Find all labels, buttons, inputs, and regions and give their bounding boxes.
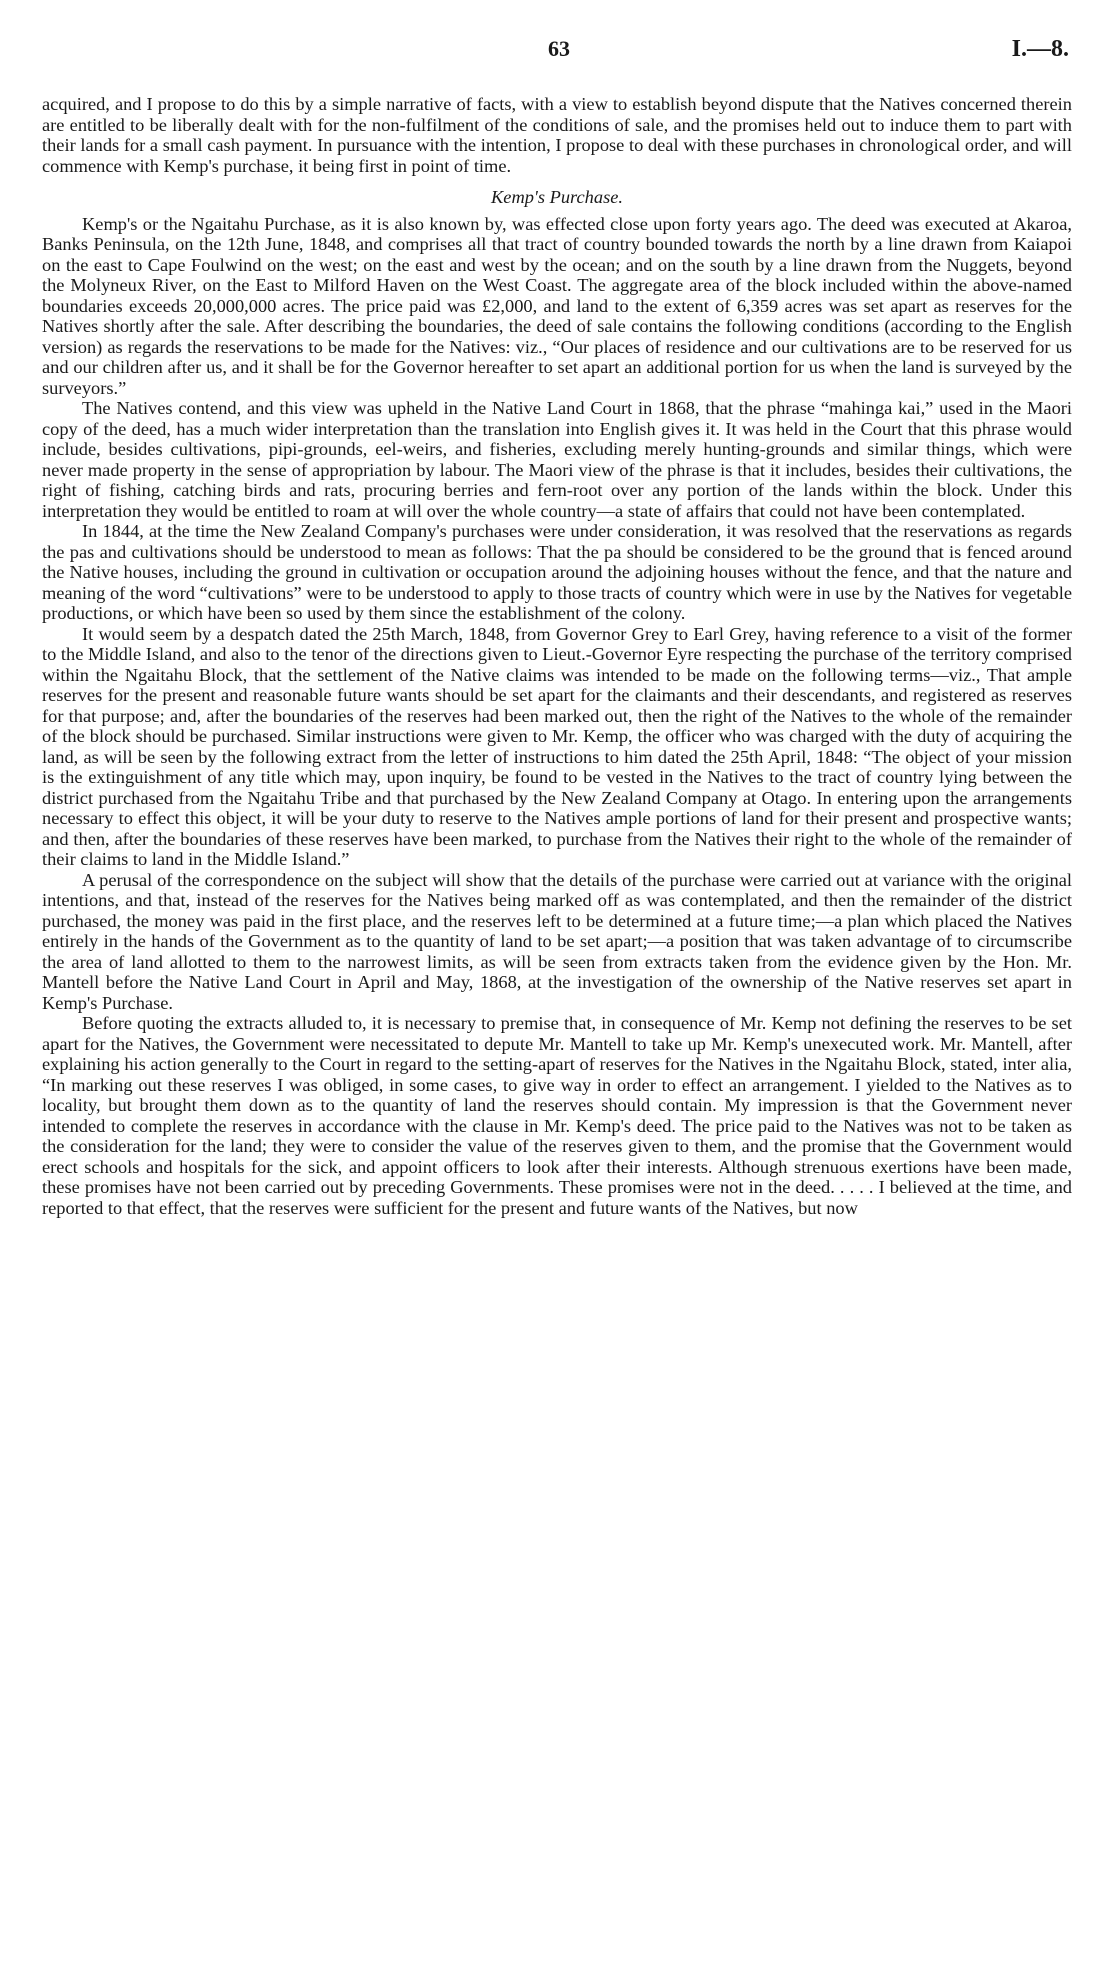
body-text [42,94,1072,1218]
page-header [0,36,1114,66]
paragraph: It would seem by a despatch dated the 25th March, 1848, from Governor Grey to Earl Grey, having reference to a visit of the former to the Middle Island, and also to the tenor of the directions given to Lieut.-Governor Eyre respecting the purchase of the territory comprised within the Ngaitahu Block, that the settlement of the Native claims was intended to be made on the following terms—viz., That ample reserves for the present and reasonable future wants should be set apart for the claimants and their descendants, and registered as reserves for that purpose; and, after the boundaries of the reserves had been marked out, then the right of the Natives to the whole of the remainder of the block should be purchased. Similar instructions were given to Mr. Kemp, the officer who was charged with the duty of acquiring the land, as will be seen by the following extract from the letter of instructions to him dated the 25th April, 1848: “The object of your mission is the extinguishment of any title which may, upon inquiry, be found to be vested in the Natives to the tract of country lying between the district purchased from the Ngaitahu Tribe and that purchased by the New Zealand Company at Otago. In entering upon the arrangements necessary to effect this object, it will be your duty to reserve to the Natives ample portions of land for their present and prospective wants; and then, after the boundaries of these reserves have been marked, to purchase from the Natives their right to the whole of the remainder of their claims to land in the Middle Island.” [42,623,1072,869]
paragraph: Before quoting the extracts alluded to, it is necessary to premise that, in consequence of Mr. Kemp not defining the reserves to be set apart for the Natives, the Government were necessitated to depute Mr. Mantell to take up Mr. Kemp's unexecuted work. Mr. Mantell, after explaining his action generally to the Court in regard to the setting-apart of reserves for the Natives in the Ngaitahu Block, stated, inter alia, “In marking out these reserves I was obliged, in some cases, to give way in order to effect an arrangement. I yielded to the Natives as to locality, but brought them down as to the quantity of land the reserves should contain. My impression is that the Government never intended to complete the reserves in accordance with the clause in Mr. Kemp's deed. The price paid to the Natives was not to be taken as the consideration for the land; they were to consider the value of the reserves given to them, and the promise that the Government would erect schools and hospitals for the sick, and appoint officers to look after their interests. Although strenuous exertions have been made, these promises have not been carried out by preceding Governments. These promises were not in the deed. . . . . I believed at the time, and reported to that effect, that the reserves were sufficient for the present and future wants of the Natives, but now [42,1013,1072,1218]
paragraph: The Natives contend, and this view was upheld in the Native Land Court in 1868, that the phrase “mahinga kai,” used in the Maori copy of the deed, has a much wider interpretation than the translation into English gives it. It was held in the Court that this phrase would include, besides cultivations, pipi-grounds, eel-weirs, and fisheries, excluding merely hunting-grounds and similar things, which were never made property in the sense of appropriation by labour. The Maori view of the phrase is that it includes, besides their cultivations, the right of fishing, catching birds and rats, procuring berries and fern-root over any portion of the lands within the block. Under this interpretation they would be entitled to roam at will over the whole country—a state of affairs that could not have been contemplated. [42,398,1072,521]
page-number: 63 [548,36,570,61]
paragraph: In 1844, at the time the New Zealand Company's purchases were under consideration, it was resolved that the reservations as regards the pas and cultivations should be understood to mean as follows: That the pa should be considered to be the ground that is fenced around the Native houses, including the ground in cultivation or occupation around the adjoining houses without the fence, and that the nature and meaning of the word “cultivations” were to be understood to apply to those tracts of country which were in use by the Natives for vegetable productions, or which have been so used by them since the establishment of the colony. [42,521,1072,623]
paragraph: Kemp's or the Ngaitahu Purchase, as it is also known by, was effected close upon forty years ago. The deed was executed at Akaroa, Banks Peninsula, on the 12th June, 1848, and comprises all that tract of country bounded towards the north by a line drawn from Kaiapoi on the east to Cape Foulwind on the west; on the east and west by the ocean; and on the south by a line drawn from the Nuggets, beyond the Molyneux River, on the East to Milford Haven on the West Coast. The aggregate area of the block included within the above-named boundaries exceeds 20,000,000 acres. The price paid was £2,000, and land to the extent of 6,359 acres was set apart as reserves for the Natives shortly after the sale. After describing the boundaries, the deed of sale contains the following conditions (according to the English version) as regards the reservations to be made for the Natives: viz., “Our places of residence and our cultivations are to be reserved for us and our children after us, and it shall be for the Governor hereafter to set apart an additional portion for us when the land is surveyed by the surveyors.” [42,213,1072,398]
paragraph: A perusal of the correspondence on the subject will show that the details of the purchase were carried out at variance with the original intentions, and that, instead of the reserves for the Natives being marked off as was contemplated, and then the remainder of the district purchased, the money was paid in the first place, and the reserves left to be determined at a future time;—a plan which placed the Natives entirely in the hands of the Government as to the quantity of land to be set apart;—a position that was taken advantage of to circumscribe the area of land allotted to them to the narrowest limits, as will be seen from extracts taken from the evidence given by the Hon. Mr. Mantell before the Native Land Court in April and May, 1868, at the investigation of the ownership of the Native reserves set apart in Kemp's Purchase. [42,869,1072,1013]
section-heading: Kemp's Purchase. [491,187,623,207]
document-reference: I.—8. [1011,36,1069,62]
intro-paragraph: acquired, and I propose to do this by a simple narrative of facts, with a view to establish beyond dispute that the Natives concerned therein are entitled to be liberally dealt with for the non-fulfilment of the conditions of sale, and the promises held out to induce them to part with their lands for a small cash payment. In pursuance with the intention, I propose to deal with these purchases in chronological order, and will commence with Kemp's purchase, it being first in point of time. [42,94,1072,176]
